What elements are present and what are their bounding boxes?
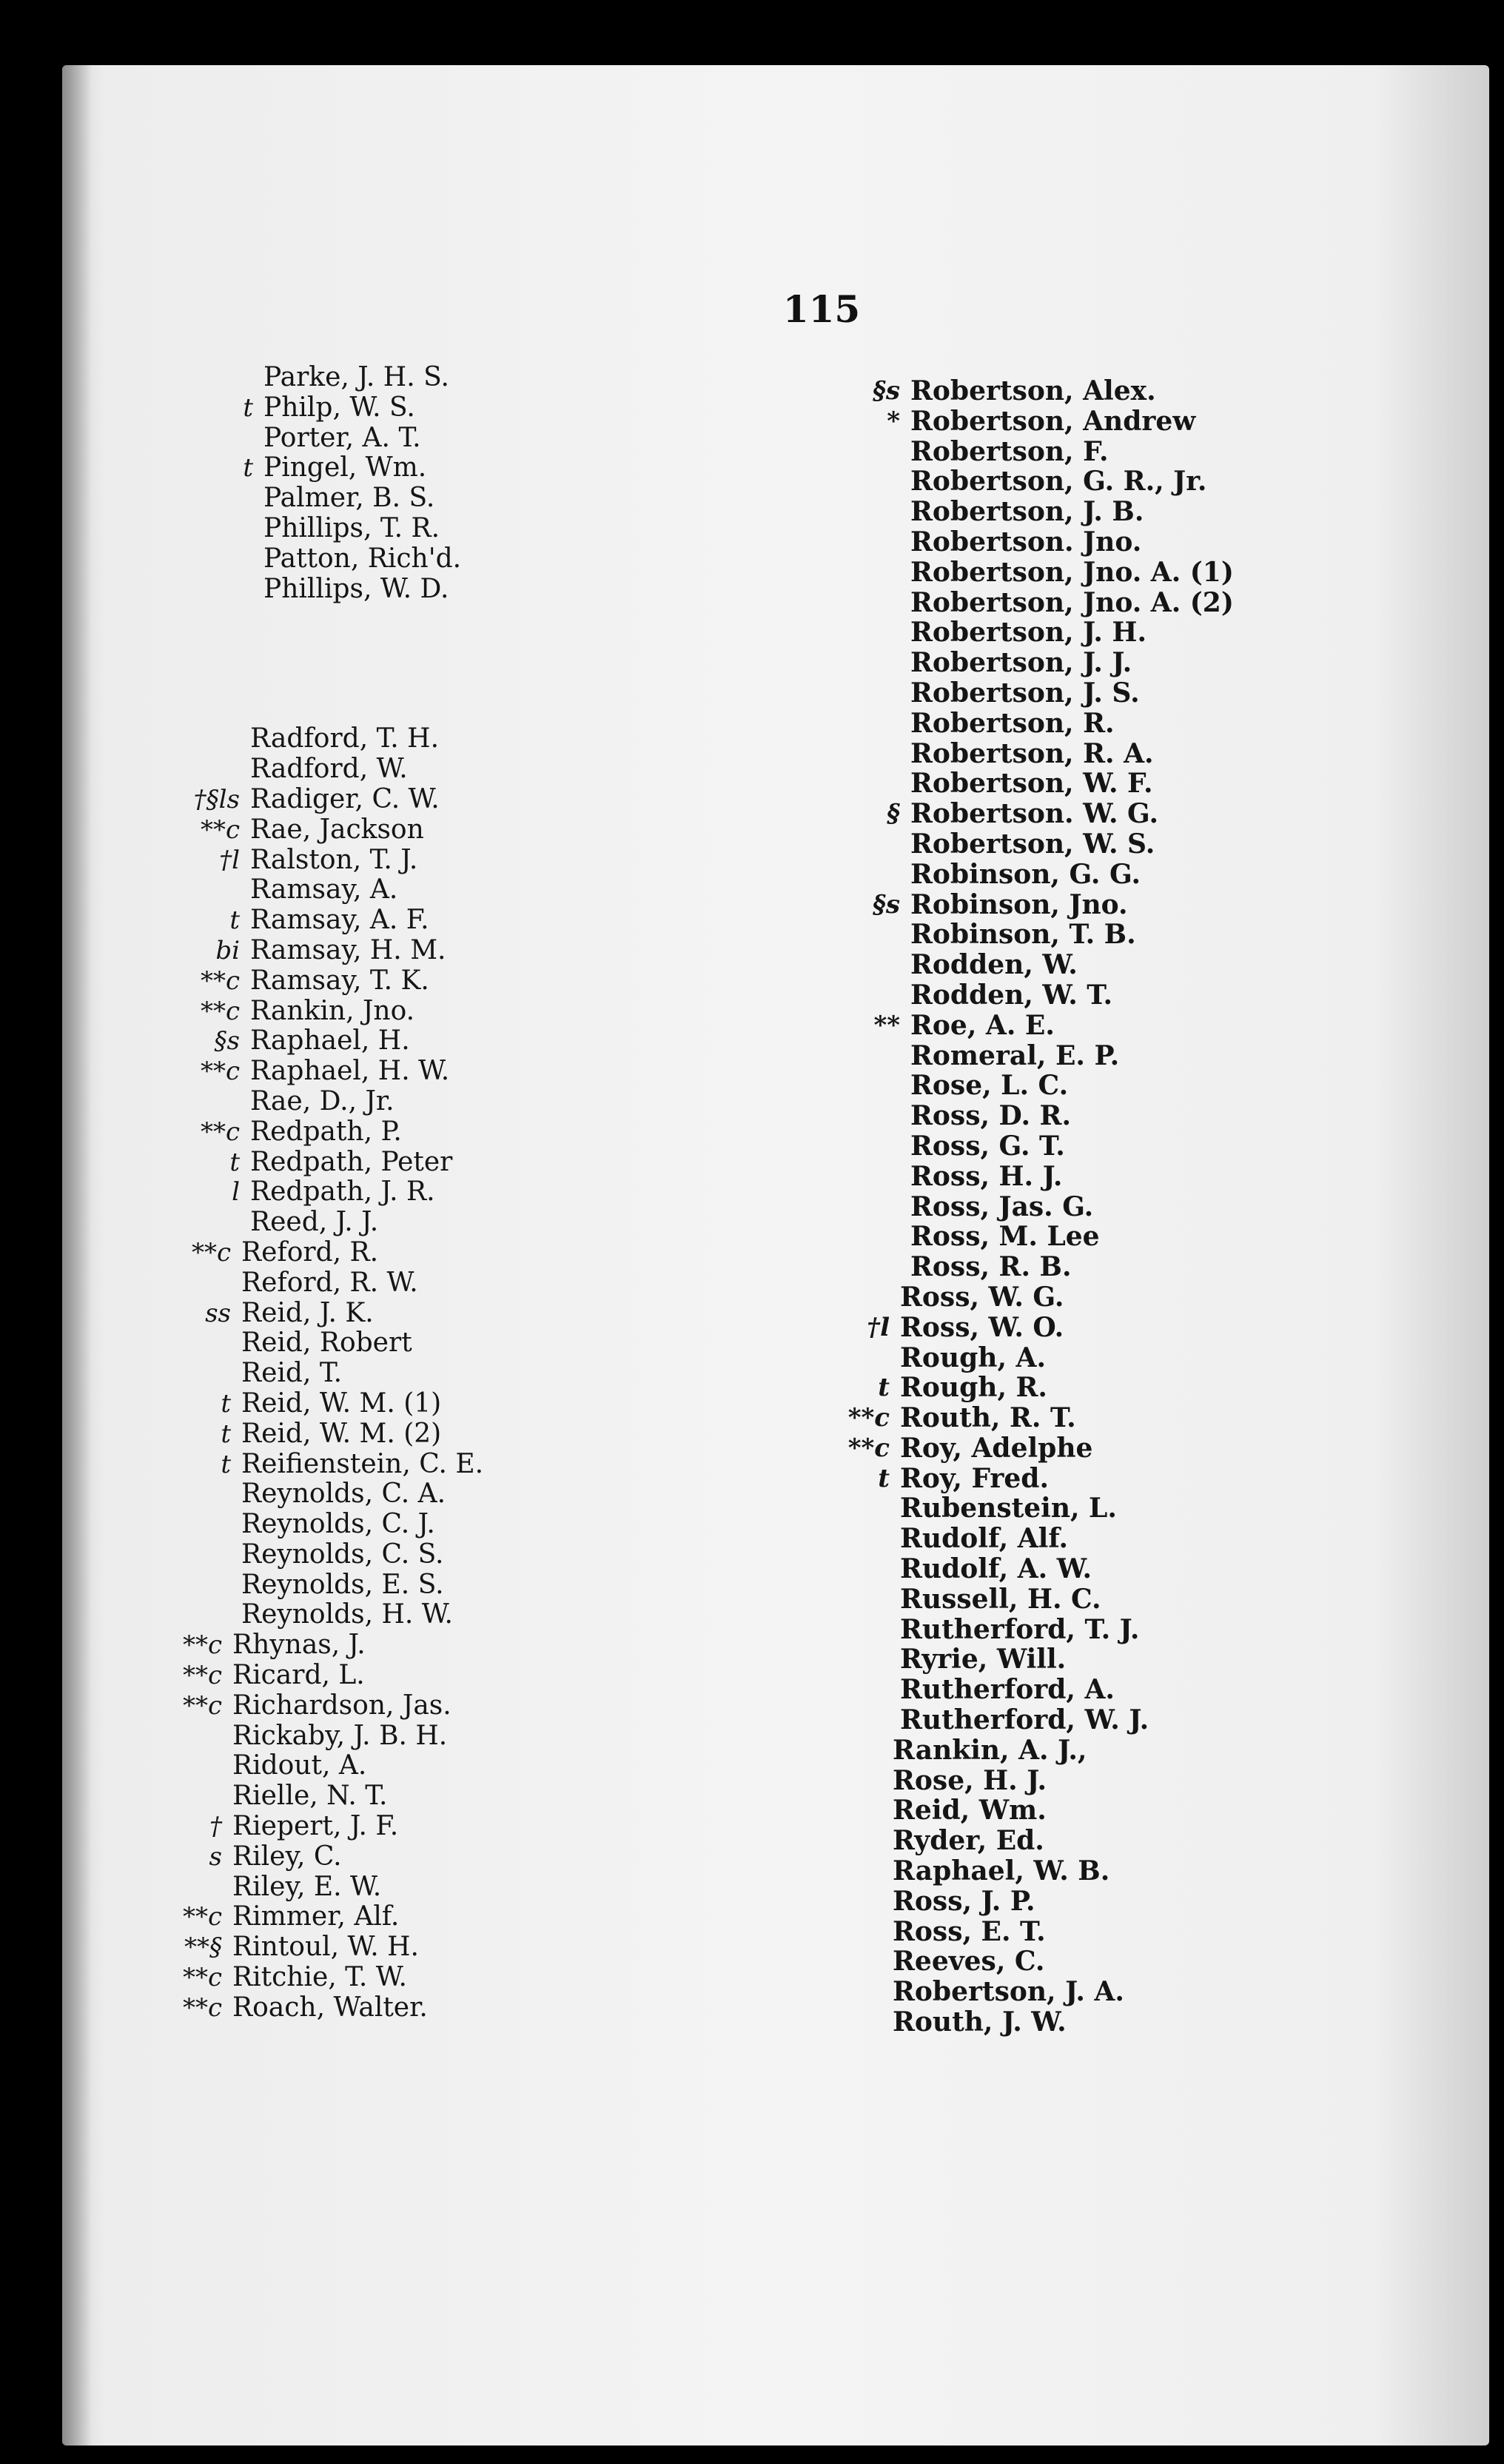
entry-mark: **c bbox=[182, 1963, 222, 1993]
entry-name: Rankin, Jno. bbox=[250, 995, 415, 1026]
directory-entry bbox=[206, 363, 665, 393]
directory-entry bbox=[182, 1992, 665, 2023]
entry-name: Robertson, J. J. bbox=[910, 647, 1132, 679]
directory-entry bbox=[755, 1252, 1288, 1282]
directory-entry bbox=[206, 1781, 665, 1812]
entry-mark: t bbox=[229, 905, 240, 936]
directory-entry bbox=[755, 376, 1288, 406]
directory-entry bbox=[206, 936, 665, 966]
entry-name: Rutherford, W. J. bbox=[900, 1704, 1149, 1736]
entry-name: Robertson. Jno. bbox=[910, 526, 1142, 558]
entry-mark: t bbox=[221, 1419, 231, 1449]
directory-entry bbox=[206, 905, 665, 936]
directory-entry bbox=[206, 1389, 665, 1419]
directory-entry bbox=[755, 1101, 1288, 1131]
directory-entry bbox=[755, 1403, 1288, 1433]
entry-name: Robertson, J. H. bbox=[910, 617, 1147, 649]
directory-entry bbox=[206, 1268, 665, 1299]
directory-entry bbox=[755, 1826, 1288, 1856]
entry-mark: t bbox=[878, 1463, 890, 1493]
directory-entry bbox=[206, 724, 665, 754]
entry-mark: t bbox=[221, 1449, 231, 1479]
left-name-column bbox=[182, 362, 665, 2023]
entry-name: Robertson, Alex. bbox=[910, 375, 1156, 406]
directory-entry bbox=[755, 1766, 1288, 1796]
page-number: 115 bbox=[782, 287, 861, 331]
directory-entry bbox=[755, 1524, 1288, 1554]
directory-entry bbox=[755, 1313, 1288, 1343]
entry-mark: t bbox=[229, 1147, 240, 1177]
directory-entry bbox=[755, 678, 1288, 709]
entry-mark: **c bbox=[182, 1630, 222, 1661]
entry-name: Robinson, Jno. bbox=[910, 888, 1128, 920]
entry-mark: **c bbox=[200, 1116, 240, 1147]
entry-name: Ryder, Ed. bbox=[893, 1825, 1044, 1857]
directory-entry bbox=[755, 497, 1288, 527]
entry-name: Ryrie, Will. bbox=[900, 1644, 1067, 1675]
directory-entry bbox=[182, 1690, 665, 1721]
directory-entry bbox=[755, 920, 1288, 950]
directory-entry bbox=[755, 799, 1288, 829]
entry-mark: †l bbox=[219, 845, 240, 875]
entry-mark: **c bbox=[182, 1902, 222, 1932]
entry-name: Rodden, W. T. bbox=[910, 979, 1112, 1011]
directory-entry bbox=[206, 1600, 665, 1630]
directory-entry bbox=[755, 1615, 1288, 1645]
entry-name: Reid, J. K. bbox=[241, 1297, 374, 1328]
entry-name: Riley, C. bbox=[232, 1841, 342, 1872]
entry-name: Robertson, J. B. bbox=[910, 496, 1144, 528]
entry-name: Rodden, W. bbox=[910, 949, 1078, 981]
entry-name: Roy, Fred. bbox=[900, 1462, 1049, 1494]
entry-mark: ** bbox=[873, 1010, 900, 1040]
entry-name: Rintoul, W. H. bbox=[232, 1932, 419, 1963]
entry-name: Reifienstein, C. E. bbox=[241, 1448, 484, 1479]
directory-entry bbox=[206, 453, 665, 483]
entry-name: Reid, T. bbox=[241, 1358, 343, 1389]
directory-entry bbox=[755, 890, 1288, 920]
entry-name: Reeves, C. bbox=[893, 1946, 1045, 1978]
directory-entry bbox=[182, 1660, 665, 1691]
directory-entry bbox=[206, 1872, 665, 1903]
entry-name: Redpath, Peter bbox=[250, 1146, 453, 1177]
entry-name: Rubenstein, L. bbox=[900, 1493, 1117, 1524]
entry-name: Phillips, W. D. bbox=[263, 573, 449, 604]
directory-entry bbox=[755, 588, 1288, 618]
entry-mark: §s bbox=[873, 889, 900, 920]
entry-name: Robertson, R. A. bbox=[910, 737, 1154, 769]
directory-entry bbox=[755, 1162, 1288, 1192]
entry-name: Routh, J. W. bbox=[893, 2006, 1067, 2038]
entry-name: Robertson, J. A. bbox=[893, 1976, 1124, 2008]
entry-mark: † bbox=[209, 1812, 222, 1842]
entry-name: Ritchie, T. W. bbox=[232, 1962, 407, 1993]
section-gap bbox=[206, 604, 665, 724]
entry-name: Roe, A. E. bbox=[910, 1009, 1055, 1041]
entry-name: Ridout, A. bbox=[232, 1750, 367, 1781]
directory-entry bbox=[206, 514, 665, 544]
directory-entry bbox=[755, 1795, 1288, 1826]
directory-entry bbox=[755, 1373, 1288, 1403]
entry-name: Ross, H. J. bbox=[910, 1160, 1063, 1192]
entry-mark: § bbox=[887, 799, 900, 829]
entry-name: Raphael, H. bbox=[250, 1025, 410, 1057]
directory-entry bbox=[200, 1056, 665, 1087]
entry-name: Ross, M. Lee bbox=[910, 1221, 1100, 1253]
entry-name: Ross, J. P. bbox=[893, 1885, 1035, 1917]
entry-mark: ss bbox=[205, 1298, 231, 1328]
entry-name: Robertson, G. R., Jr. bbox=[910, 466, 1207, 498]
entry-name: Redpath, P. bbox=[250, 1116, 402, 1147]
scanned-page bbox=[62, 65, 1489, 2445]
entry-name: Rough, R. bbox=[900, 1372, 1047, 1404]
entry-mark: †l bbox=[867, 1312, 890, 1342]
entry-name: Ricard, L. bbox=[232, 1660, 365, 1691]
entry-name: Robertson, W. S. bbox=[910, 828, 1155, 860]
entry-name: Ramsay, H. M. bbox=[250, 934, 446, 965]
entry-name: Ramsay, A. F. bbox=[250, 905, 429, 936]
entry-name: Ralston, T. J. bbox=[250, 844, 418, 875]
entry-name: Rough, A. bbox=[900, 1342, 1046, 1373]
entry-name: Robertson, Jno. A. (2) bbox=[910, 586, 1234, 618]
entry-name: Reid, W. M. (1) bbox=[241, 1387, 442, 1419]
directory-entry bbox=[755, 1946, 1288, 1977]
directory-entry bbox=[206, 1721, 665, 1752]
directory-entry bbox=[755, 1977, 1288, 2007]
entry-name: Raphael, H. W. bbox=[250, 1056, 450, 1087]
directory-entry bbox=[755, 558, 1288, 588]
directory-entry bbox=[206, 754, 665, 785]
directory-entry bbox=[206, 1450, 665, 1480]
entry-name: Robinson, T. B. bbox=[910, 919, 1136, 951]
entry-name: Redpath, J. R. bbox=[250, 1176, 435, 1208]
entry-mark: **c bbox=[200, 1057, 240, 1087]
directory-entry bbox=[755, 980, 1288, 1011]
entry-name: Rhynas, J. bbox=[232, 1630, 366, 1661]
directory-entry bbox=[755, 709, 1288, 739]
directory-entry bbox=[206, 1148, 665, 1178]
directory-entry bbox=[193, 783, 665, 815]
directory-entry bbox=[206, 1842, 665, 1872]
directory-entry bbox=[182, 1630, 665, 1661]
entry-mark: l bbox=[232, 1177, 240, 1208]
entry-name: Robertson, Jno. A. (1) bbox=[910, 556, 1234, 588]
directory-entry bbox=[206, 1510, 665, 1540]
entry-name: Pingel, Wm. bbox=[263, 452, 427, 483]
directory-entry bbox=[206, 1208, 665, 1238]
directory-entry bbox=[200, 814, 665, 846]
entry-name: Reford, R. W. bbox=[241, 1267, 418, 1298]
directory-entry bbox=[206, 1359, 665, 1389]
directory-entry bbox=[755, 1584, 1288, 1615]
directory-entry bbox=[206, 1177, 665, 1208]
entry-name: Rielle, N. T. bbox=[232, 1781, 388, 1812]
entry-name: Rutherford, A. bbox=[900, 1674, 1115, 1706]
directory-entry bbox=[755, 1705, 1288, 1735]
directory-entry bbox=[206, 424, 665, 454]
entry-mark: §s bbox=[214, 1026, 240, 1057]
directory-entry bbox=[755, 1071, 1288, 1101]
entry-mark: bi bbox=[215, 935, 240, 965]
entry-mark: **§ bbox=[184, 1932, 222, 1963]
entry-name: Routh, R. T. bbox=[900, 1402, 1076, 1434]
entry-name: Palmer, B. S. bbox=[263, 483, 435, 514]
entry-mark: †§ls bbox=[193, 784, 240, 814]
directory-entry bbox=[182, 1901, 665, 1932]
entry-name: Ross, W. G. bbox=[900, 1281, 1064, 1313]
entry-name: Porter, A. T. bbox=[263, 422, 421, 453]
entry-name: Reed, J. J. bbox=[250, 1207, 379, 1238]
entry-name: Russell, H. C. bbox=[900, 1583, 1101, 1615]
entry-name: Riley, E. W. bbox=[232, 1871, 382, 1902]
directory-entry bbox=[206, 1328, 665, 1359]
directory-entry bbox=[206, 1751, 665, 1781]
entry-mark: **c bbox=[182, 1690, 222, 1721]
entry-name: Ross, Jas. G. bbox=[910, 1191, 1094, 1222]
entry-name: Riepert, J. F. bbox=[232, 1811, 399, 1842]
directory-entry bbox=[755, 1675, 1288, 1705]
directory-entry bbox=[755, 1735, 1288, 1766]
directory-entry bbox=[755, 437, 1288, 467]
entry-name: Reynolds, E. S. bbox=[241, 1569, 444, 1600]
directory-entry bbox=[206, 575, 665, 605]
entry-mark: **c bbox=[847, 1433, 890, 1463]
directory-entry bbox=[755, 406, 1288, 437]
directory-entry bbox=[182, 1962, 665, 1993]
directory-entry bbox=[755, 527, 1288, 558]
entry-name: Reynolds, C. A. bbox=[241, 1479, 446, 1510]
entry-name: Radiger, C. W. bbox=[250, 783, 440, 814]
right-name-column bbox=[755, 376, 1288, 2038]
directory-entry bbox=[755, 1554, 1288, 1584]
directory-entry bbox=[206, 1570, 665, 1601]
entry-name: Rudolf, Alf. bbox=[900, 1523, 1069, 1555]
entry-name: Richardson, Jas. bbox=[232, 1690, 451, 1721]
entry-name: Reid, Wm. bbox=[893, 1795, 1047, 1827]
entry-name: Romeral, E. P. bbox=[910, 1040, 1120, 1071]
directory-entry bbox=[200, 1116, 665, 1148]
entry-name: Robertson, R. bbox=[910, 707, 1115, 739]
entry-name: Ross, R. B. bbox=[910, 1251, 1072, 1283]
directory-entry bbox=[755, 1343, 1288, 1373]
directory-entry bbox=[755, 1222, 1288, 1252]
directory-entry bbox=[200, 995, 665, 1027]
directory-entry bbox=[755, 617, 1288, 648]
entry-name: Rae, Jackson bbox=[250, 814, 424, 845]
entry-name: Patton, Rich'd. bbox=[263, 543, 462, 574]
entry-name: Ramsay, T. K. bbox=[250, 965, 429, 996]
entry-name: Roy, Adelphe bbox=[900, 1432, 1093, 1464]
entry-name: Reynolds, C. S. bbox=[241, 1539, 444, 1570]
entry-name: Roach, Walter. bbox=[232, 1992, 428, 2023]
entry-mark: t bbox=[221, 1388, 231, 1419]
entry-name: Ross, G. T. bbox=[910, 1130, 1065, 1162]
directory-entry bbox=[755, 739, 1288, 769]
entry-mark: s bbox=[209, 1841, 222, 1872]
directory-entry bbox=[755, 1886, 1288, 1917]
entry-name: Parke, J. H. S. bbox=[263, 362, 449, 392]
entry-name: Robertson, W. F. bbox=[910, 768, 1153, 800]
directory-entry bbox=[206, 846, 665, 876]
entry-name: Reynolds, C. J. bbox=[241, 1509, 435, 1540]
directory-entry bbox=[206, 1087, 665, 1117]
directory-entry bbox=[206, 544, 665, 575]
entry-name: Reid, W. M. (2) bbox=[241, 1418, 442, 1449]
entry-name: Ross, E. T. bbox=[893, 1915, 1046, 1947]
directory-entry bbox=[200, 965, 665, 997]
directory-entry bbox=[755, 769, 1288, 799]
directory-entry bbox=[206, 393, 665, 424]
directory-entry bbox=[755, 1041, 1288, 1071]
entry-name: Robertson, Andrew bbox=[910, 405, 1196, 437]
directory-entry bbox=[206, 1540, 665, 1570]
entry-mark: **c bbox=[191, 1237, 231, 1268]
directory-entry bbox=[755, 1282, 1288, 1313]
directory-entry bbox=[755, 648, 1288, 678]
entry-mark: **c bbox=[182, 1661, 222, 1691]
entry-name: Robertson, F. bbox=[910, 435, 1109, 467]
directory-entry bbox=[206, 483, 665, 514]
entry-name: Philp, W. S. bbox=[263, 392, 415, 423]
directory-entry bbox=[755, 1131, 1288, 1162]
entry-mark: **c bbox=[200, 965, 240, 996]
entry-name: Rose, L. C. bbox=[910, 1070, 1069, 1102]
directory-entry bbox=[206, 1812, 665, 1842]
entry-name: Raphael, W. B. bbox=[893, 1855, 1110, 1887]
entry-mark: **c bbox=[200, 996, 240, 1026]
directory-entry bbox=[206, 1419, 665, 1450]
directory-entry bbox=[755, 860, 1288, 890]
directory-entry bbox=[755, 1644, 1288, 1675]
directory-entry bbox=[755, 829, 1288, 860]
entry-name: Ross, W. O. bbox=[900, 1311, 1064, 1343]
entry-mark: **c bbox=[847, 1403, 890, 1433]
entry-mark: * bbox=[887, 406, 900, 436]
entry-name: Robertson, J. S. bbox=[910, 677, 1140, 709]
entry-name: Reynolds, H. W. bbox=[241, 1599, 453, 1630]
directory-entry bbox=[206, 1299, 665, 1329]
directory-entry bbox=[755, 1917, 1288, 1947]
entry-name: Rimmer, Alf. bbox=[232, 1901, 400, 1932]
directory-entry bbox=[206, 875, 665, 905]
entry-name: Radford, W. bbox=[250, 754, 408, 785]
entry-name: Reford, R. bbox=[241, 1236, 379, 1268]
entry-name: Robertson. W. G. bbox=[910, 798, 1159, 830]
directory-entry bbox=[755, 466, 1288, 497]
directory-entry bbox=[206, 1026, 665, 1057]
entry-name: Ramsay, A. bbox=[250, 874, 398, 905]
directory-entry bbox=[755, 2007, 1288, 2038]
entry-mark: §s bbox=[873, 376, 900, 406]
directory-entry bbox=[755, 1192, 1288, 1222]
entry-name: Robinson, G. G. bbox=[910, 858, 1141, 890]
entry-name: Rankin, A. J., bbox=[893, 1734, 1087, 1766]
directory-entry bbox=[755, 950, 1288, 980]
entry-name: Rae, D., Jr. bbox=[250, 1085, 395, 1116]
entry-mark: t bbox=[243, 392, 253, 423]
directory-entry bbox=[755, 1464, 1288, 1494]
entry-name: Rose, H. J. bbox=[893, 1764, 1047, 1796]
entry-mark: **c bbox=[182, 1992, 222, 2023]
entry-name: Reid, Robert bbox=[241, 1328, 412, 1359]
entry-name: Rutherford, T. J. bbox=[900, 1613, 1140, 1645]
directory-entry bbox=[755, 1493, 1288, 1524]
entry-mark: t bbox=[243, 453, 253, 483]
entry-name: Ross, D. R. bbox=[910, 1100, 1071, 1132]
directory-entry bbox=[184, 1932, 665, 1963]
entry-mark: **c bbox=[200, 814, 240, 845]
directory-entry bbox=[755, 1011, 1288, 1041]
entry-mark: t bbox=[878, 1373, 890, 1403]
directory-entry bbox=[755, 1856, 1288, 1886]
directory-entry bbox=[755, 1433, 1288, 1464]
page-fold-shadow bbox=[62, 65, 92, 2445]
entry-name: Radford, T. H. bbox=[250, 723, 440, 754]
entry-name: Phillips, T. R. bbox=[263, 512, 440, 543]
entry-name: Rudolf, A. W. bbox=[900, 1553, 1092, 1585]
directory-entry bbox=[191, 1236, 665, 1268]
entry-name: Rickaby, J. B. H. bbox=[232, 1720, 448, 1751]
directory-entry bbox=[206, 1479, 665, 1510]
